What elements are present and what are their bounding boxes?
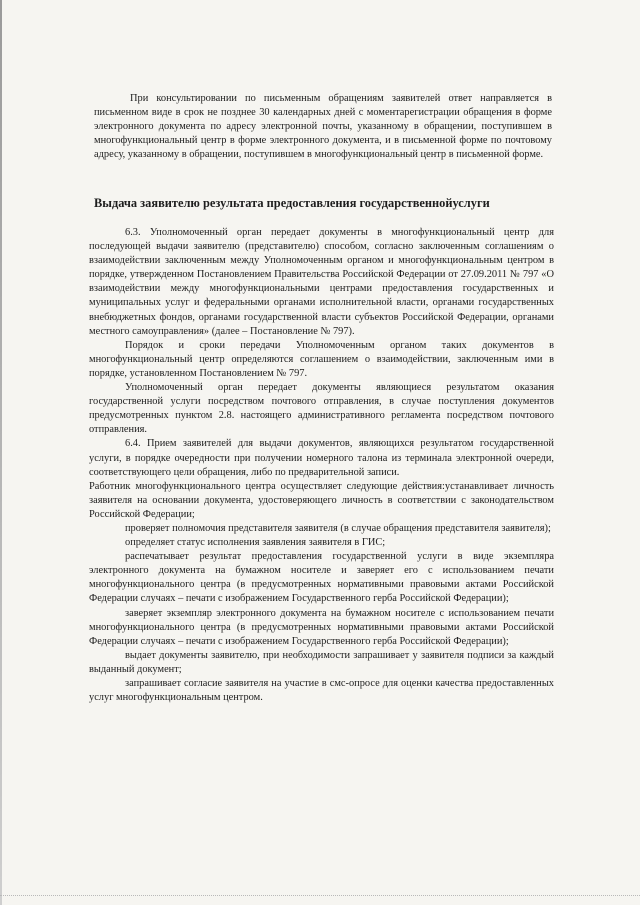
section-body [89,226,554,705]
paragraph-check-authority: проверяет полномочия представителя заявителя (в случае обращения представителя заявителя); [125,522,551,534]
intro-section [94,92,552,162]
paragraph-issue: выдает документы заявителю, при необходимости запрашивает у заявителя подписи за каждый выданный документ; [89,649,554,675]
paragraph-consent: запрашивает согласие заявителя на участие в смс-опросе для оценки качества предоставленных услуг многофункциональным центром. [89,678,554,704]
scan-edge-shadow [0,0,2,905]
paragraph-print: распечатывает результат предоставления государственной услуги в виде экземпляра электронного документа на бумажном носителе и заверяет его с использованием печати многофункционального центра (в предусмотренных нормативными правовыми актами Российской Федерации случаях – печати с изображением Государственного герба Российской Федерации); [89,551,554,605]
intro-paragraph: При консультировании по письменным обращениям заявителей ответ направляется в письменном виде в срок не позднее 30 календарных дней с моментарегистрации обращения в форме электронного документа по адресу электронной почты, указанному в обращении, поступившем в многофункциональный центр в форме электронного документа, и в письменной форме по почтовому адресу, указанному в обращении, поступившем в многофункциональный центр в письменной форме. [94,93,552,161]
scan-bottom-edge [0,895,640,897]
paragraph-postal: Уполномоченный орган передает документы являющиеся результатом оказания государственной услуги посредством почтового отправления, в случае поступления документов предусмотренных пунктом 2.8. настоящего административного регламента посредством почтового отправления. [89,382,554,436]
paragraph-6-4: 6.4. Прием заявителей для выдачи документов, являющихся результатом государственной услуги, в порядке очередности при получении номерного талона из терминала электронной очереди, соответствующего цели обращения, либо по предварительной записи. [89,438,554,478]
paragraph-worker-actions: Работник многофункционального центра осуществляет следующие действия:устанавливает личность заявителя на основании документа, удостоверяющего личность в соответствии с законодательством Российской Федерации; [89,480,554,520]
paragraph-transfer-order: Порядок и сроки передачи Уполномоченным органом таких документов в многофункциональный центр определяются соглашением о взаимодействии, заключенным ими в порядке, установленном Постановлением № 797. [89,339,554,379]
paragraph-6-3: 6.3. Уполномоченный орган передает документы в многофункциональный центр для последующей выдачи заявителю (представителю) способом, согласно заключенным соглашениям о взаимодействии заключенным между Уполномоченным органом и многофункциональным центром в порядке, утвержденном Постановлением Правительства Российской Федерации от 27.09.2011 № 797 «О взаимодействии между многофункциональными центрами предоставления государственных и муниципальных услуг и федеральными органами исполнительной власти, органами государственных внебюджетных фондов, органами государственной власти субъектов Российской Федерации, органами местного самоуправления» (далее – Постановление № 797). [89,227,554,337]
paragraph-certify: заверяет экземпляр электронного документа на бумажном носителе с использованием печати многофункционального центра (в предусмотренных нормативными правовыми актами Российской Федерации случаях – печати с изображением Государственного герба Российской Федерации); [89,607,554,647]
section-heading: Выдача заявителю результата предоставления государственнойуслуги [94,196,490,210]
paragraph-status: определяет статус исполнения заявления заявителя в ГИС; [125,537,386,549]
